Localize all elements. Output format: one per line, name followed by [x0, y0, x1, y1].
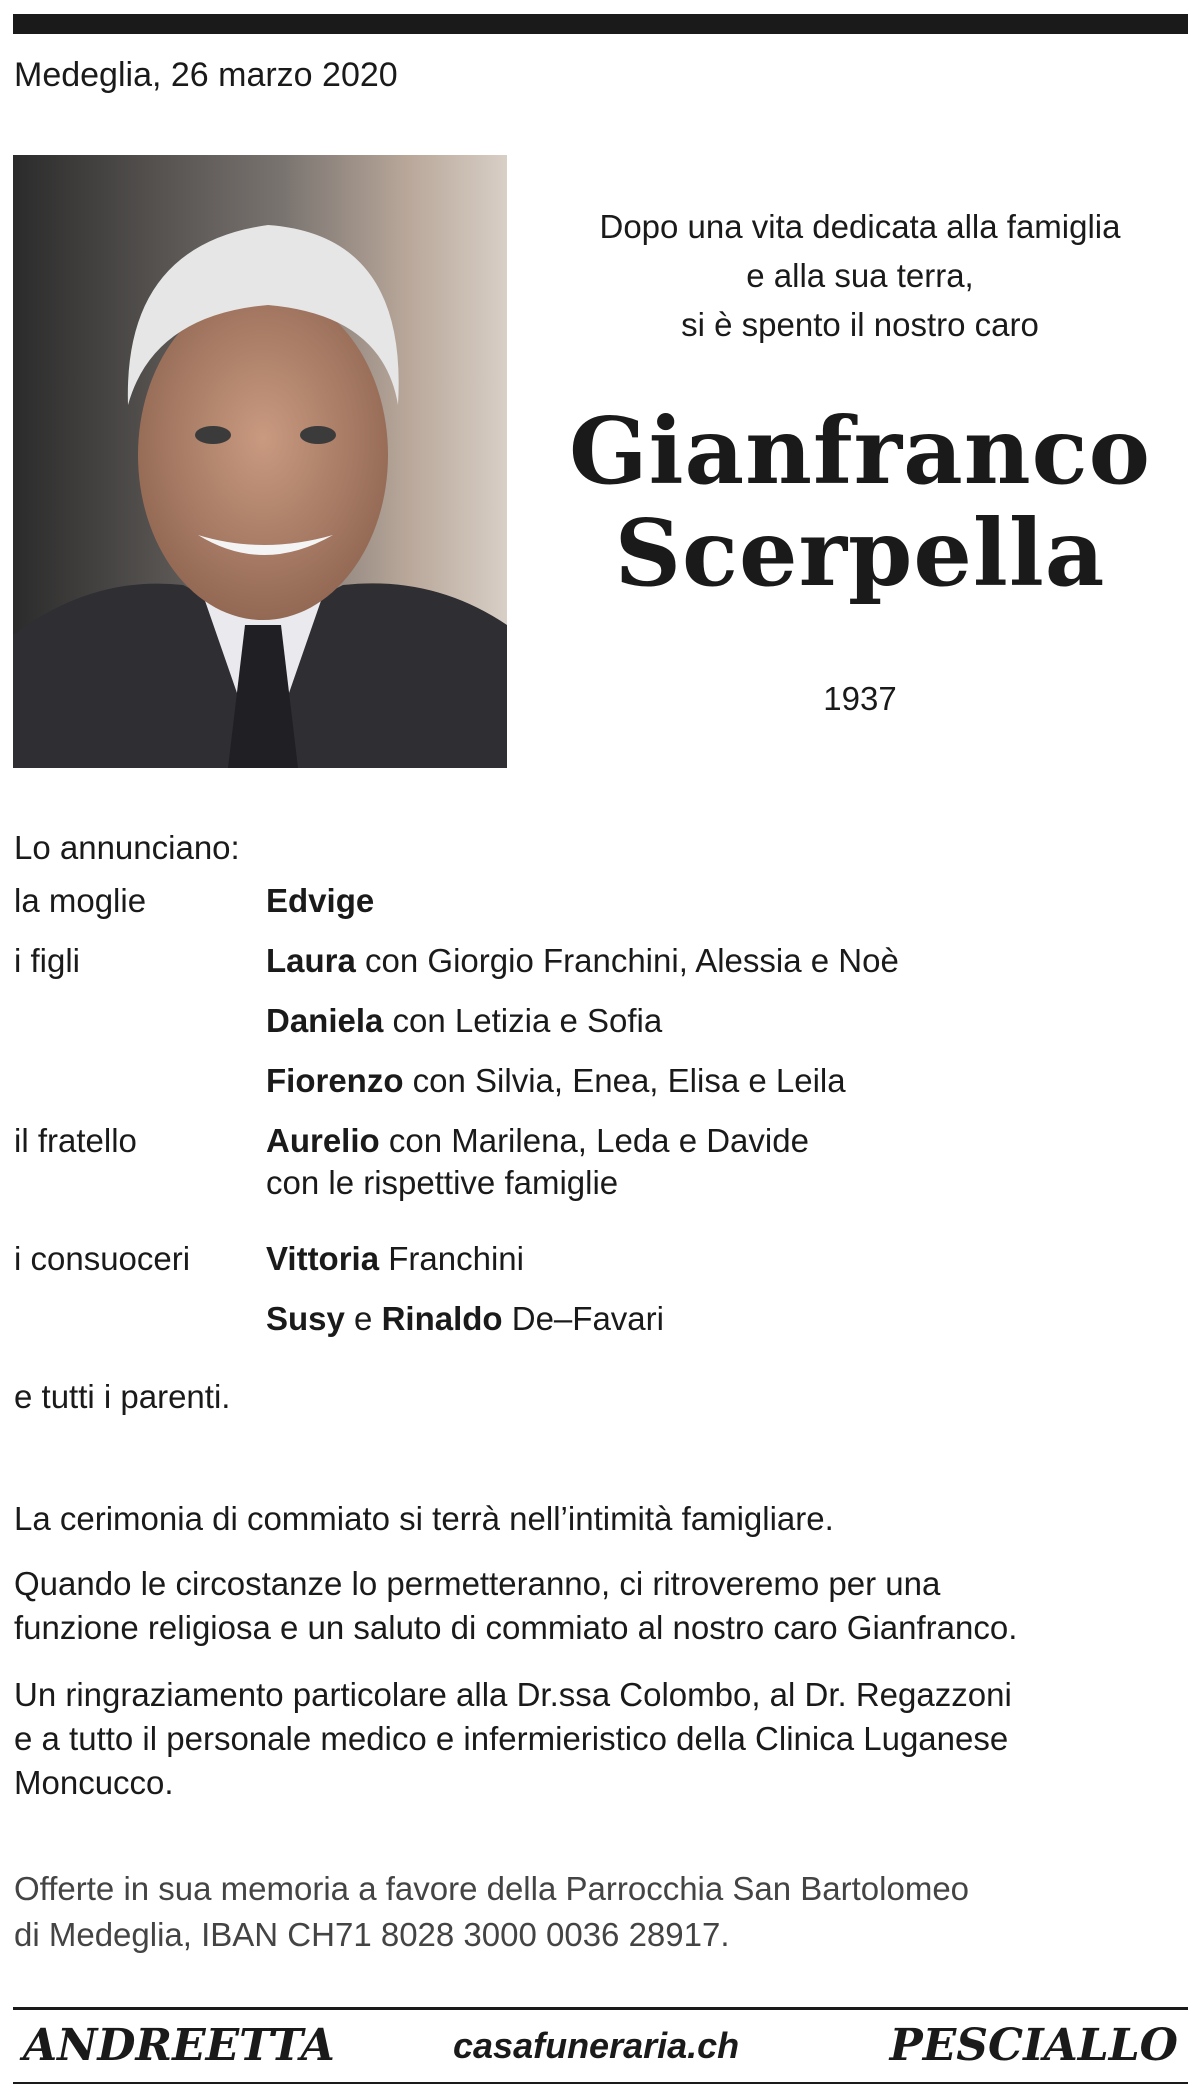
- funeral-home-right: PESCIALLO: [889, 2020, 1178, 2071]
- paragraph-line: funzione religiosa e un saluto di commiato al nostro caro Gianfranco.: [14, 1609, 1018, 1646]
- relative-rest: De–Favari: [502, 1300, 664, 1337]
- relative-name: Rinaldo: [381, 1300, 503, 1337]
- thanks-paragraph: [14, 1673, 1184, 1805]
- relative-names: [266, 1060, 846, 1102]
- relative-names-continued: con le rispettive famiglie: [266, 1164, 619, 1201]
- first-name: Gianfranco: [569, 397, 1151, 505]
- paragraph-line: La cerimonia di commiato si terrà nell’intimità famigliare.: [14, 1500, 834, 1537]
- paragraph-line: e a tutto il personale medico e infermieristico della Clinica Luganese: [14, 1720, 1009, 1757]
- reunion-paragraph: [14, 1562, 1184, 1650]
- relative-name: Edvige: [266, 882, 375, 919]
- relation-role: i consuoceri: [14, 1240, 191, 1277]
- birth-year: 1937: [823, 680, 897, 717]
- funeral-home-footer: [13, 2015, 1188, 2077]
- relative-rest: Franchini: [379, 1240, 524, 1277]
- relative-names: [266, 1238, 524, 1280]
- relative-name: Vittoria: [266, 1240, 380, 1277]
- relative-rest: con Marilena, Leda e Davide: [379, 1122, 809, 1159]
- relative-names: [266, 1298, 664, 1340]
- portrait-illustration: [13, 155, 507, 768]
- relative-name: Fiorenzo: [266, 1062, 404, 1099]
- relative-name: Laura: [266, 942, 356, 979]
- ceremony-paragraph: [14, 1497, 1184, 1541]
- relation-role: i figli: [14, 942, 81, 979]
- relative-rest: con Letizia e Sofia: [383, 1002, 663, 1039]
- paragraph-line: Un ringraziamento particolare alla Dr.ssa Colombo, al Dr. Regazzoni: [14, 1676, 1012, 1713]
- last-name: Scerpella: [614, 499, 1106, 607]
- closing-relatives: e tutti i parenti.: [14, 1378, 231, 1415]
- paragraph-line: Quando le circostanze lo permetteranno, ci ritroveremo per una: [14, 1565, 941, 1602]
- relation-role: la moglie: [14, 882, 147, 919]
- intro-line: e alla sua terra,: [746, 257, 974, 294]
- relative-names: [266, 1000, 662, 1042]
- relative-rest: e: [344, 1300, 382, 1337]
- intro-text: [520, 202, 1200, 349]
- footer-rule-top: [13, 2007, 1188, 2010]
- intro-line: Dopo una vita dedicata alla famiglia: [599, 208, 1121, 245]
- relative-name: Daniela: [266, 1002, 384, 1039]
- relative-name: Aurelio: [266, 1122, 380, 1159]
- top-rule: [13, 14, 1188, 34]
- intro-line: si è spento il nostro caro: [681, 306, 1039, 343]
- donation-line: di Medeglia, IBAN CH71 8028 3000 0036 28917.: [14, 1916, 730, 1953]
- footer-rule-bottom: [13, 2082, 1188, 2084]
- relative-names: [266, 880, 374, 922]
- place-date: Medeglia, 26 marzo 2020: [14, 56, 398, 94]
- relative-names: [266, 940, 899, 982]
- relative-names: [266, 1120, 809, 1162]
- announcement-heading: Lo annunciano:: [14, 829, 240, 866]
- donation-line: Offerte in sua memoria a favore della Parrocchia San Bartolomeo: [14, 1870, 970, 1907]
- funeral-home-website[interactable]: casafuneraria.ch: [453, 2025, 740, 2066]
- portrait-photo: [13, 155, 507, 768]
- deceased-name: [520, 397, 1200, 607]
- paragraph-line: Moncucco.: [14, 1764, 174, 1801]
- relative-name: Susy: [266, 1300, 345, 1337]
- relation-role: il fratello: [14, 1122, 137, 1159]
- donation-note: [14, 1866, 1184, 1958]
- relative-rest: con Silvia, Enea, Elisa e Leila: [403, 1062, 846, 1099]
- relative-rest: con Giorgio Franchini, Alessia e Noè: [355, 942, 899, 979]
- funeral-home-left: ANDREETTA: [23, 2020, 335, 2071]
